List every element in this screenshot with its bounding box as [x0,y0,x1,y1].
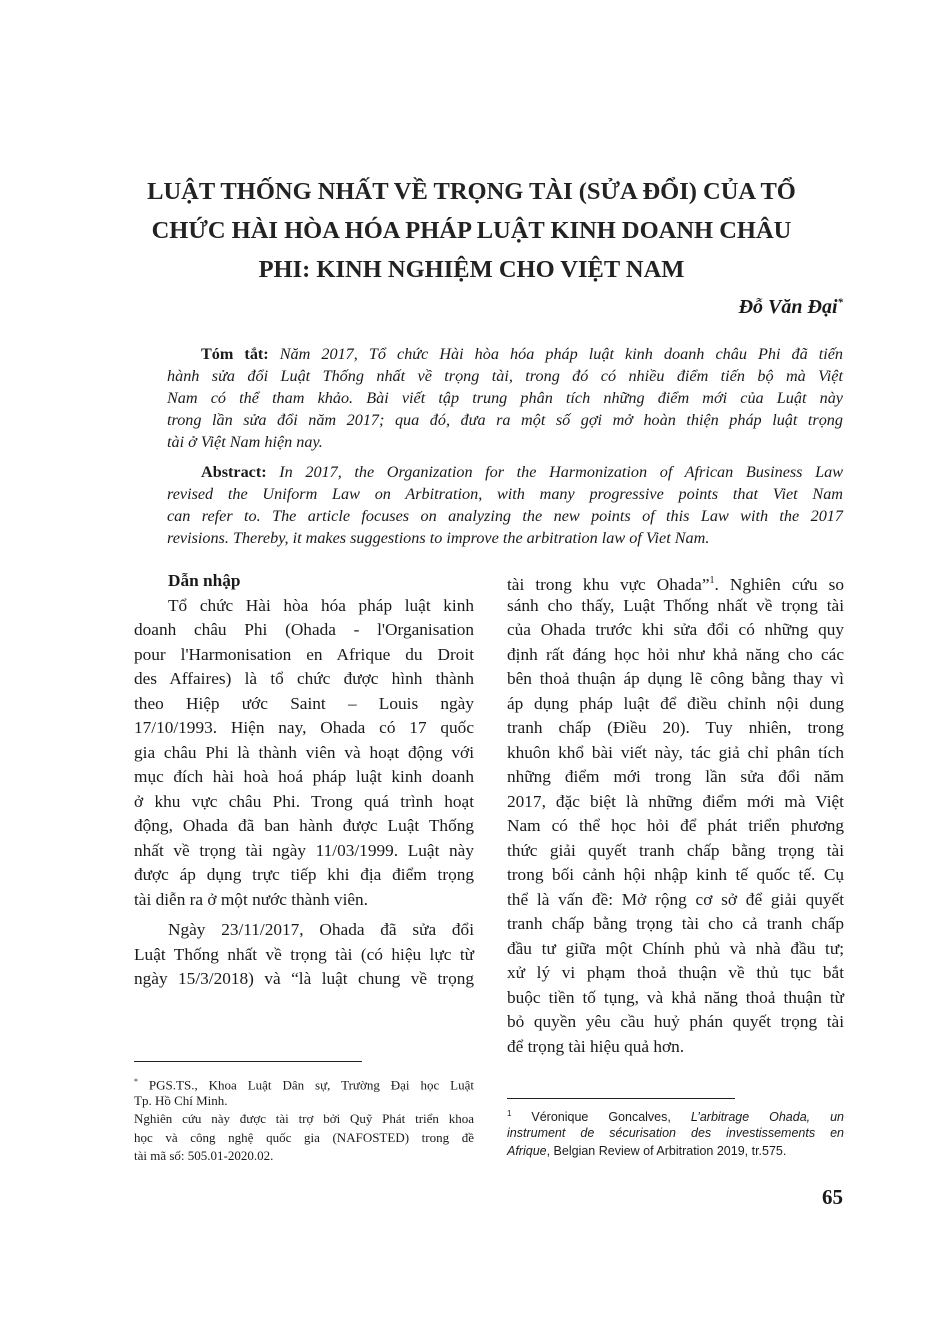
footnote-line [507,1105,844,1124]
abstract-text: Năm 2017, Tổ chức Hài hòa hóa pháp luật kinh doanh châu Phi đã tiến [268,345,844,363]
section-heading: Dẫn nhập [168,571,241,590]
footnote-line: instrument de sécurisation des investissements en [507,1125,844,1140]
abstract-vietnamese [167,343,843,453]
title-line: PHI: KINH NGHIỆM CHO VIỆT NAM [258,256,685,283]
body-line: 2017, đặc biệt là những điểm mới mà Việt [507,791,844,811]
abstract-text: In 2017, the Organization for the Harmonization of African Business Law [266,463,843,481]
footnote-title: L’arbitrage Ohada, un [690,1110,844,1125]
body-line: áp dụng pháp luật để điều chỉnh nội dung [507,693,844,713]
body-line: gia châu Phi là thành viên và hoạt động với [134,742,474,762]
body-line: động, Ohada đã ban hành được Luật Thống [134,816,474,835]
page-number: 65 [822,1185,843,1209]
body-line: buộc tiền tố tụng, và khả năng thoả thuận từ [507,987,844,1007]
abstract-line: revised the Uniform Law on Arbitration, with many progressive points that Viet Nam [167,485,843,503]
footnote-line [507,1142,844,1161]
body-line: tài diễn ra ở một nước thành viên. [134,889,368,909]
body-line: thức giải quyết tranh chấp bằng trọng tài [507,840,844,860]
abstract-line: trong lần sửa đổi năm 2017; qua đó, đưa ra một số gợi mở hoàn thiện pháp luật trọng [167,411,843,429]
footnote-line: Nghiên cứu này được tài trợ bởi Quỹ Phát triển khoa [134,1111,474,1126]
body-line: 17/10/1993. Hiện nay, Ohada có 17 quốc [134,718,474,737]
body-line: thể là vấn đề: Mở rộng cơ sở để giải quyết [507,889,844,909]
footnote-author [134,1073,474,1166]
footnote-text: PGS.TS., Khoa Luật Dân sự, Trường Đại học Luật [138,1077,474,1093]
footnote-line: Tp. Hồ Chí Minh. [134,1092,228,1108]
body-line: ngày 15/3/2018) và “là luật chung về trọng [134,969,474,988]
abstract-line [167,461,843,483]
body-line: Tổ chức Hài hòa hóa pháp luật kinh [168,595,474,615]
footnote-line [134,1073,474,1092]
body-line: Ngày 23/11/2017, Ohada đã sửa đổi [168,920,474,939]
body-text: . Nghiên cứu so [714,574,844,594]
body-line: theo Hiệp ước Saint – Louis ngày [134,693,474,713]
footnote-text: , Belgian Review of Arbitration 2019, tr.575. [546,1144,787,1158]
body-line: ở khu vực châu Phi. Trong quá trình hoạt [134,791,474,811]
title-line: CHỨC HÀI HÒA HÓA PHÁP LUẬT KINH DOANH CHÂU [151,217,792,244]
footnote-reference [507,1105,844,1161]
author-name [739,296,843,319]
abstract-line: tài ở Việt Nam hiện nay. [167,433,323,451]
abstract-line [167,343,843,365]
body-line: mục đích hài hoà hoá pháp luật kinh doanh [134,767,474,786]
body-line: Nam có thể học hỏi để phát triển phương [507,816,844,835]
footnote-line: tài mã số: 505.01-2020.02. [134,1148,274,1163]
body-line: des Affaires) là tổ chức được hình thành [134,669,474,688]
body-line: để trọng tài hiệu quả hơn. [507,1036,685,1056]
body-line: tranh chấp (Điều 20). Tuy nhiên, trong [507,718,844,737]
footnote-text: Véronique Goncalves, [511,1110,691,1125]
body-line: doanh châu Phi (Ohada - l'Organisation [134,620,474,639]
article-title [120,172,823,289]
body-line: nhất về trọng tài ngày 11/03/1999. Luật này [134,840,474,860]
left-column [134,569,474,992]
body-line: được áp dụng trực tiếp khi địa điểm trọng [134,865,474,884]
body-line: Luật Thống nhất về trọng tài (có hiệu lực từ [134,944,474,964]
footnote-mark: * [134,1077,138,1086]
abstract-line: Nam có thể tham khảo. Bài viết tập trung phân tích những điểm mới của Luật này [167,389,843,407]
body-line: đầu tư giữa một Chính phủ và nhà đầu tư; [507,938,844,958]
body-line: tranh chấp bằng trọng tài cho cả tranh chấp [507,914,844,933]
footnote-title: Afrique [507,1144,547,1158]
body-line: bên thoả thuận áp dụng lẽ công bằng thay vì [507,669,844,688]
footnote-divider [507,1098,735,1099]
author-name-text: Đỗ Văn Đại [738,296,838,318]
footnote-mark: 1 [507,1109,512,1118]
body-line: sánh cho thấy, Luật Thống nhất về trọng tài [507,595,844,615]
footnote-ref: 1 [709,575,715,586]
abstract-label: Abstract: [201,463,267,481]
body-line: của Ohada trước khi sửa đổi có những quy [507,620,844,639]
body-line: trong bối cảnh hội nhập kinh tế quốc tế. Cụ [507,865,844,884]
body-line: pour l'Harmonisation en Afrique du Droit [134,644,474,664]
body-line: những điểm mới trong lần sửa đổi năm [507,767,844,786]
body-line [507,569,844,594]
body-line: xử lý vi phạm thoả thuận về thủ tục bắt [507,963,844,982]
author-footnote-mark: * [837,296,843,309]
title-line: LUẬT THỐNG NHẤT VỀ TRỌNG TÀI (SỬA ĐỔI) CỦA TỔ [147,178,796,205]
abstract-label: Tóm tắt: [201,345,269,363]
body-line: bỏ quyền yêu cầu huỷ phán quyết trọng tài [507,1012,844,1031]
body-line: định rất đáng học hỏi như khả năng cho các [507,644,844,664]
right-column [507,569,844,1059]
body-text: tài trong khu vực Ohada” [507,574,710,594]
footnote-divider [134,1061,362,1062]
footnote-line: học và công nghệ quốc gia (NAFOSTED) trong đề [134,1129,474,1145]
abstract-line: hành sửa đổi Luật Thống nhất về trọng tài, trong đó có nhiều điểm tiến bộ mà Việt [167,367,843,385]
abstract-english [167,461,843,549]
abstract-line: revisions. Thereby, it makes suggestions to improve the arbitration law of Viet Nam. [167,529,710,547]
body-line: khuôn khổ bài viết này, tác giả chỉ phân tích [507,742,844,762]
abstract-line: can refer to. The article focuses on analyzing the new points of this Law with the 2017 [167,507,843,525]
